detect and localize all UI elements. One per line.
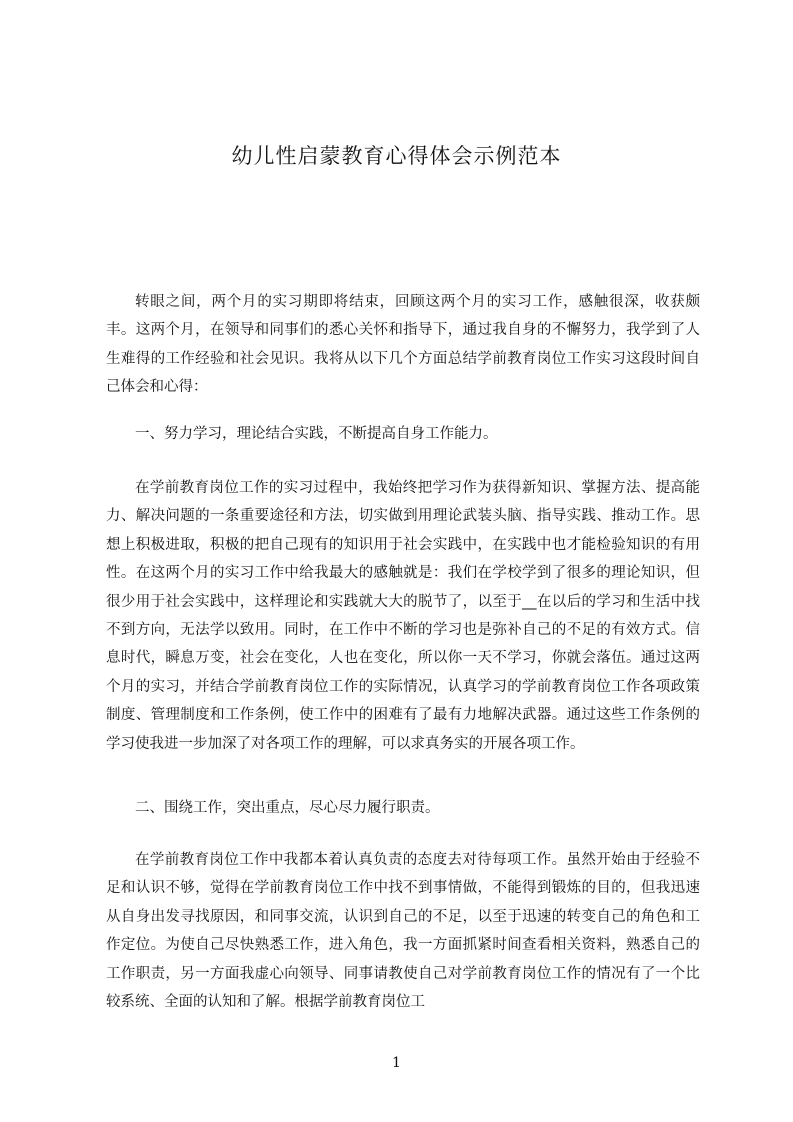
- page-number: 1: [392, 1055, 401, 1071]
- paragraph-section-1: 在学前教育岗位工作的实习过程中，我始终把学习作为获得新知识、掌握方法、提高能力、解决问题的一条重要途径和方法，切实做到用理论武装头脑、指导实践、推动工作。思想上积极进取，积极的把自己现有的知识用于社会实践中，在实践中也才能检验知识的有用性。在这两个月的实习工作中给我最大的感触就是：我们在学校学到了很多的理论知识，但很少用于社会实践中，这样理论和实践就大大的脱节了，以至于__在以后的学习和生活中找不到方向，无法学以致用。同时，在工作中不断的学习也是弥补自己的不足的有效方式。信息时代，瞬息万变，社会在变化，人也在变化，所以你一天不学习，你就会落伍。通过这两个月的实习，并结合学前教育岗位工作的实际情况，认真学习的学前教育岗位工作各项政策制度、管理制度和工作条例，使工作中的困难有了最有力地解决武器。通过这些工作条例的学习使我进一步加深了对各项工作的理解，可以求真务实的开展各项工作。: [106, 480, 700, 752]
- paragraph-intro: 转眼之间，两个月的实习期即将结束，回顾这两个月的实习工作，感触很深，收获颇丰。这两个月，在领导和同事们的悉心关怀和指导下，通过我自身的不懈努力，我学到了人生难得的工作经验和社会见识。我将从以下几个方面总结学前教育岗位工作实习这段时间自己体会和心得：: [106, 294, 700, 396]
- section-heading-1: 一、努力学习，理论结合实践，不断提高自身工作能力。: [135, 426, 498, 442]
- section-heading-2: 二、围绕工作，突出重点，尽心尽力履行职责。: [135, 800, 440, 816]
- document-title: 幼儿性启蒙教育心得体会示例范本: [231, 144, 562, 168]
- paragraph-section-2: 在学前教育岗位工作中我都本着认真负责的态度去对待每项工作。虽然开始由于经验不足和认识不够，觉得在学前教育岗位工作中找不到事情做，不能得到锻炼的目的，但我迅速从自身出发寻找原因，和同事交流，认识到自己的不足，以至于迅速的转变自己的角色和工作定位。为使自己尽快熟悉工作，进入角色，我一方面抓紧时间查看相关资料，熟悉自己的工作职责，另一方面我虚心向领导、同事请教使自己对学前教育岗位工作的情况有了一个比较系统、全面的认知和了解。根据学前教育岗位工: [106, 852, 700, 1011]
